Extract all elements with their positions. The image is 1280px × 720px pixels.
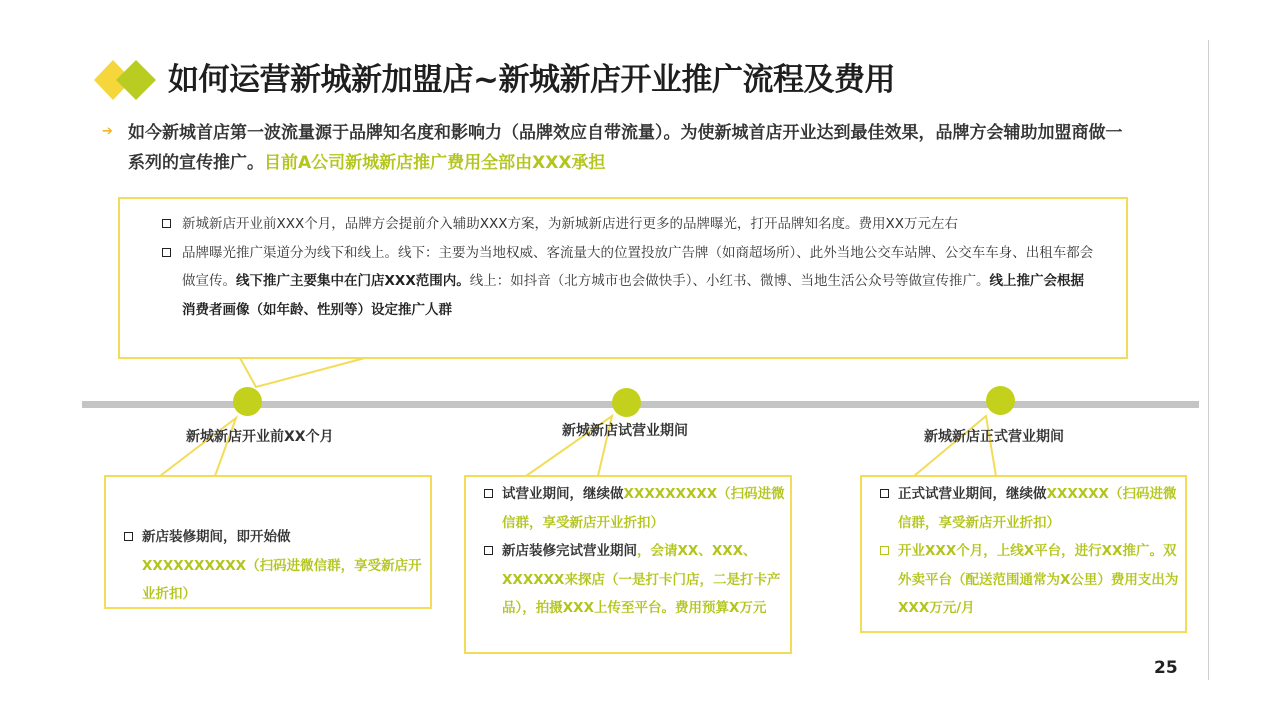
checkbox-bullet-icon: [484, 546, 493, 555]
timeline-node-1: [233, 387, 262, 416]
checkbox-bullet-icon: [484, 489, 493, 498]
trial-item1-lead: 试营业期间，继续做: [502, 486, 624, 502]
trial-item2-highlight: ，会请XX、XXX、XXXXXX来探店（一是打卡门店，二是打卡产品），拍摄XXX上传至平台。费用预算X万元: [502, 543, 781, 616]
top-item-2d: 线上推广会根据消费者画像（如年龄、性别等）设定推广人群: [182, 273, 1084, 318]
stage-label-2: 新城新店试营业期间: [562, 423, 688, 439]
pre-opening-lead: 新店装修期间，即开始做: [142, 529, 291, 545]
timeline-node-3: [986, 386, 1015, 415]
formal-item1-lead: 正式试营业期间，继续做: [898, 486, 1047, 502]
stage-label-3: 新城新店正式营业期间: [924, 429, 1064, 445]
stage-label-1: 新城新店开业前XX个月: [186, 429, 334, 445]
top-item-1: 新城新店开业前XXX个月，品牌方会提前介入辅助XXX方案，为新城新店进行更多的品牌曝光，打开品牌知名度。费用XX万元左右: [182, 216, 958, 232]
formal-item1-highlight: XXXXXX（扫码进微信群，享受新店开业折扣）: [898, 486, 1177, 531]
top-item-2b: 线下推广主要集中在门店XXX范围内。: [236, 273, 470, 289]
list-item: [876, 537, 1185, 623]
top-item-2a: 品牌曝光推广渠道分为线下和线上。线下：主要为当地权威、客流量大的位置投放广告牌（如商超场所）、此外当地公交车站牌、公交车车身、出租车都会做宣传。: [182, 244, 1094, 289]
pre-opening-highlight: XXXXXXXXXX（扫码进微信群，享受新店开业折扣）: [142, 557, 422, 602]
timeline-node-2: [612, 388, 641, 417]
checkbox-bullet-icon: [162, 219, 171, 228]
list-item: [158, 210, 1096, 239]
checkbox-bullet-icon: [880, 489, 889, 498]
list-item: [120, 523, 430, 609]
page-number: 25: [1154, 658, 1178, 678]
list-item: [480, 480, 790, 537]
top-item-2c: 线上：如抖音（北方城市也会做快手）、小红书、微博、当地生活公众号等做宣传推广。: [469, 273, 990, 289]
intro-text: 如今新城首店第一波流量源于品牌知名度和影响力（品牌效应自带流量）。为使新城首店开业达到最佳效果，品牌方会辅助加盟商做一系列的宣传推广。: [128, 123, 1123, 173]
formal-operation-box: [860, 475, 1187, 633]
formal-item2-highlight: 开业XXX个月，上线X平台，进行XX推广。双外卖平台（配送范围通常为X公里）费用支出为XXX万元/月: [898, 543, 1179, 616]
page-title: 如何运营新城新加盟店~新城新店开业推广流程及费用: [168, 62, 895, 98]
trial-item1-highlight: XXXXXXXXX（扫码进微信群，享受新店开业折扣）: [502, 486, 785, 531]
list-item: [876, 480, 1185, 537]
checkbox-bullet-icon: [124, 532, 133, 541]
checkbox-bullet-icon: [880, 546, 889, 555]
arrow-bullet-icon: ➔: [102, 124, 113, 139]
intro-highlight: 目前A公司新城新店推广费用全部由XXX承担: [264, 153, 606, 173]
trial-item2-lead: 新店装修完试营业期间: [502, 543, 637, 559]
pre-opening-box: [104, 475, 432, 609]
top-callout-box: [118, 197, 1128, 359]
trial-operation-box: [464, 475, 792, 654]
list-item: [158, 239, 1096, 325]
list-item: [480, 537, 790, 623]
checkbox-bullet-icon: [162, 248, 171, 257]
